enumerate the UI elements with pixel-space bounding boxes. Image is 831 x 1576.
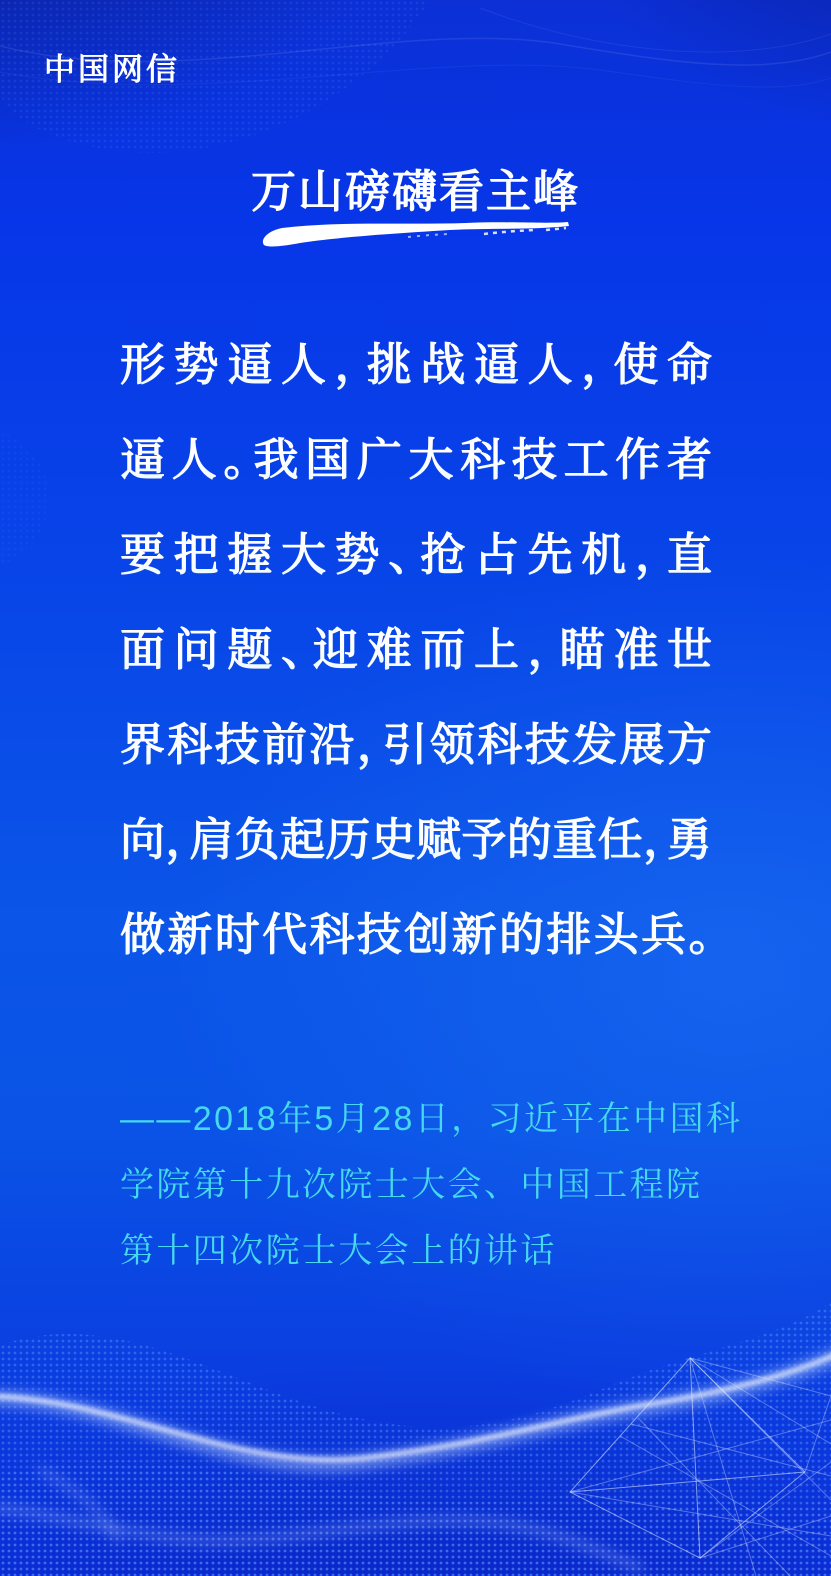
page-title: 万山磅礴看主峰 [250,166,580,217]
polyhedron-wireframe [570,1358,831,1576]
attribution-line: ——2018年5月28日，习近平在中国科 [120,1100,743,1138]
attribution-line: 学院第十九次院士大会、中国工程院 [120,1166,703,1204]
halftone-bottom-waves [0,1302,831,1576]
quote-attribution [120,1086,743,1284]
quote-line: 面 问 题 、 迎 难 而 上 ， 瞄 准 世 [120,625,712,720]
brand-logo: 中国网信 [44,52,180,87]
quote-line: 形 势 逼 人 ， 挑 战 逼 人 ， 使 命 [120,340,712,435]
title-block [0,168,831,249]
quote-line: 界 科 技 前 沿 ， 引 领 科 技 发 展 方 [120,720,712,815]
quote-line: 逼 人 。 我 国 广 大 科 技 工 作 者 [120,435,712,530]
attribution-line: 第十四次院士大会上的讲话 [120,1232,557,1270]
brush-stroke-underline [258,217,574,249]
halftone-left-mid [0,430,49,566]
quote-text [120,339,734,1005]
quote-line: 向 ， 肩 负 起 历 史 赋 予 的 重 任 ， 勇 [120,815,712,910]
quote-line: 要 把 握 大 势 、 抢 占 先 机 ， 直 [120,530,712,625]
quote-line: 做 新 时 代 科 技 创 新 的 排 头 兵 。 [120,910,712,1005]
light-wave-streaks [0,1350,831,1568]
